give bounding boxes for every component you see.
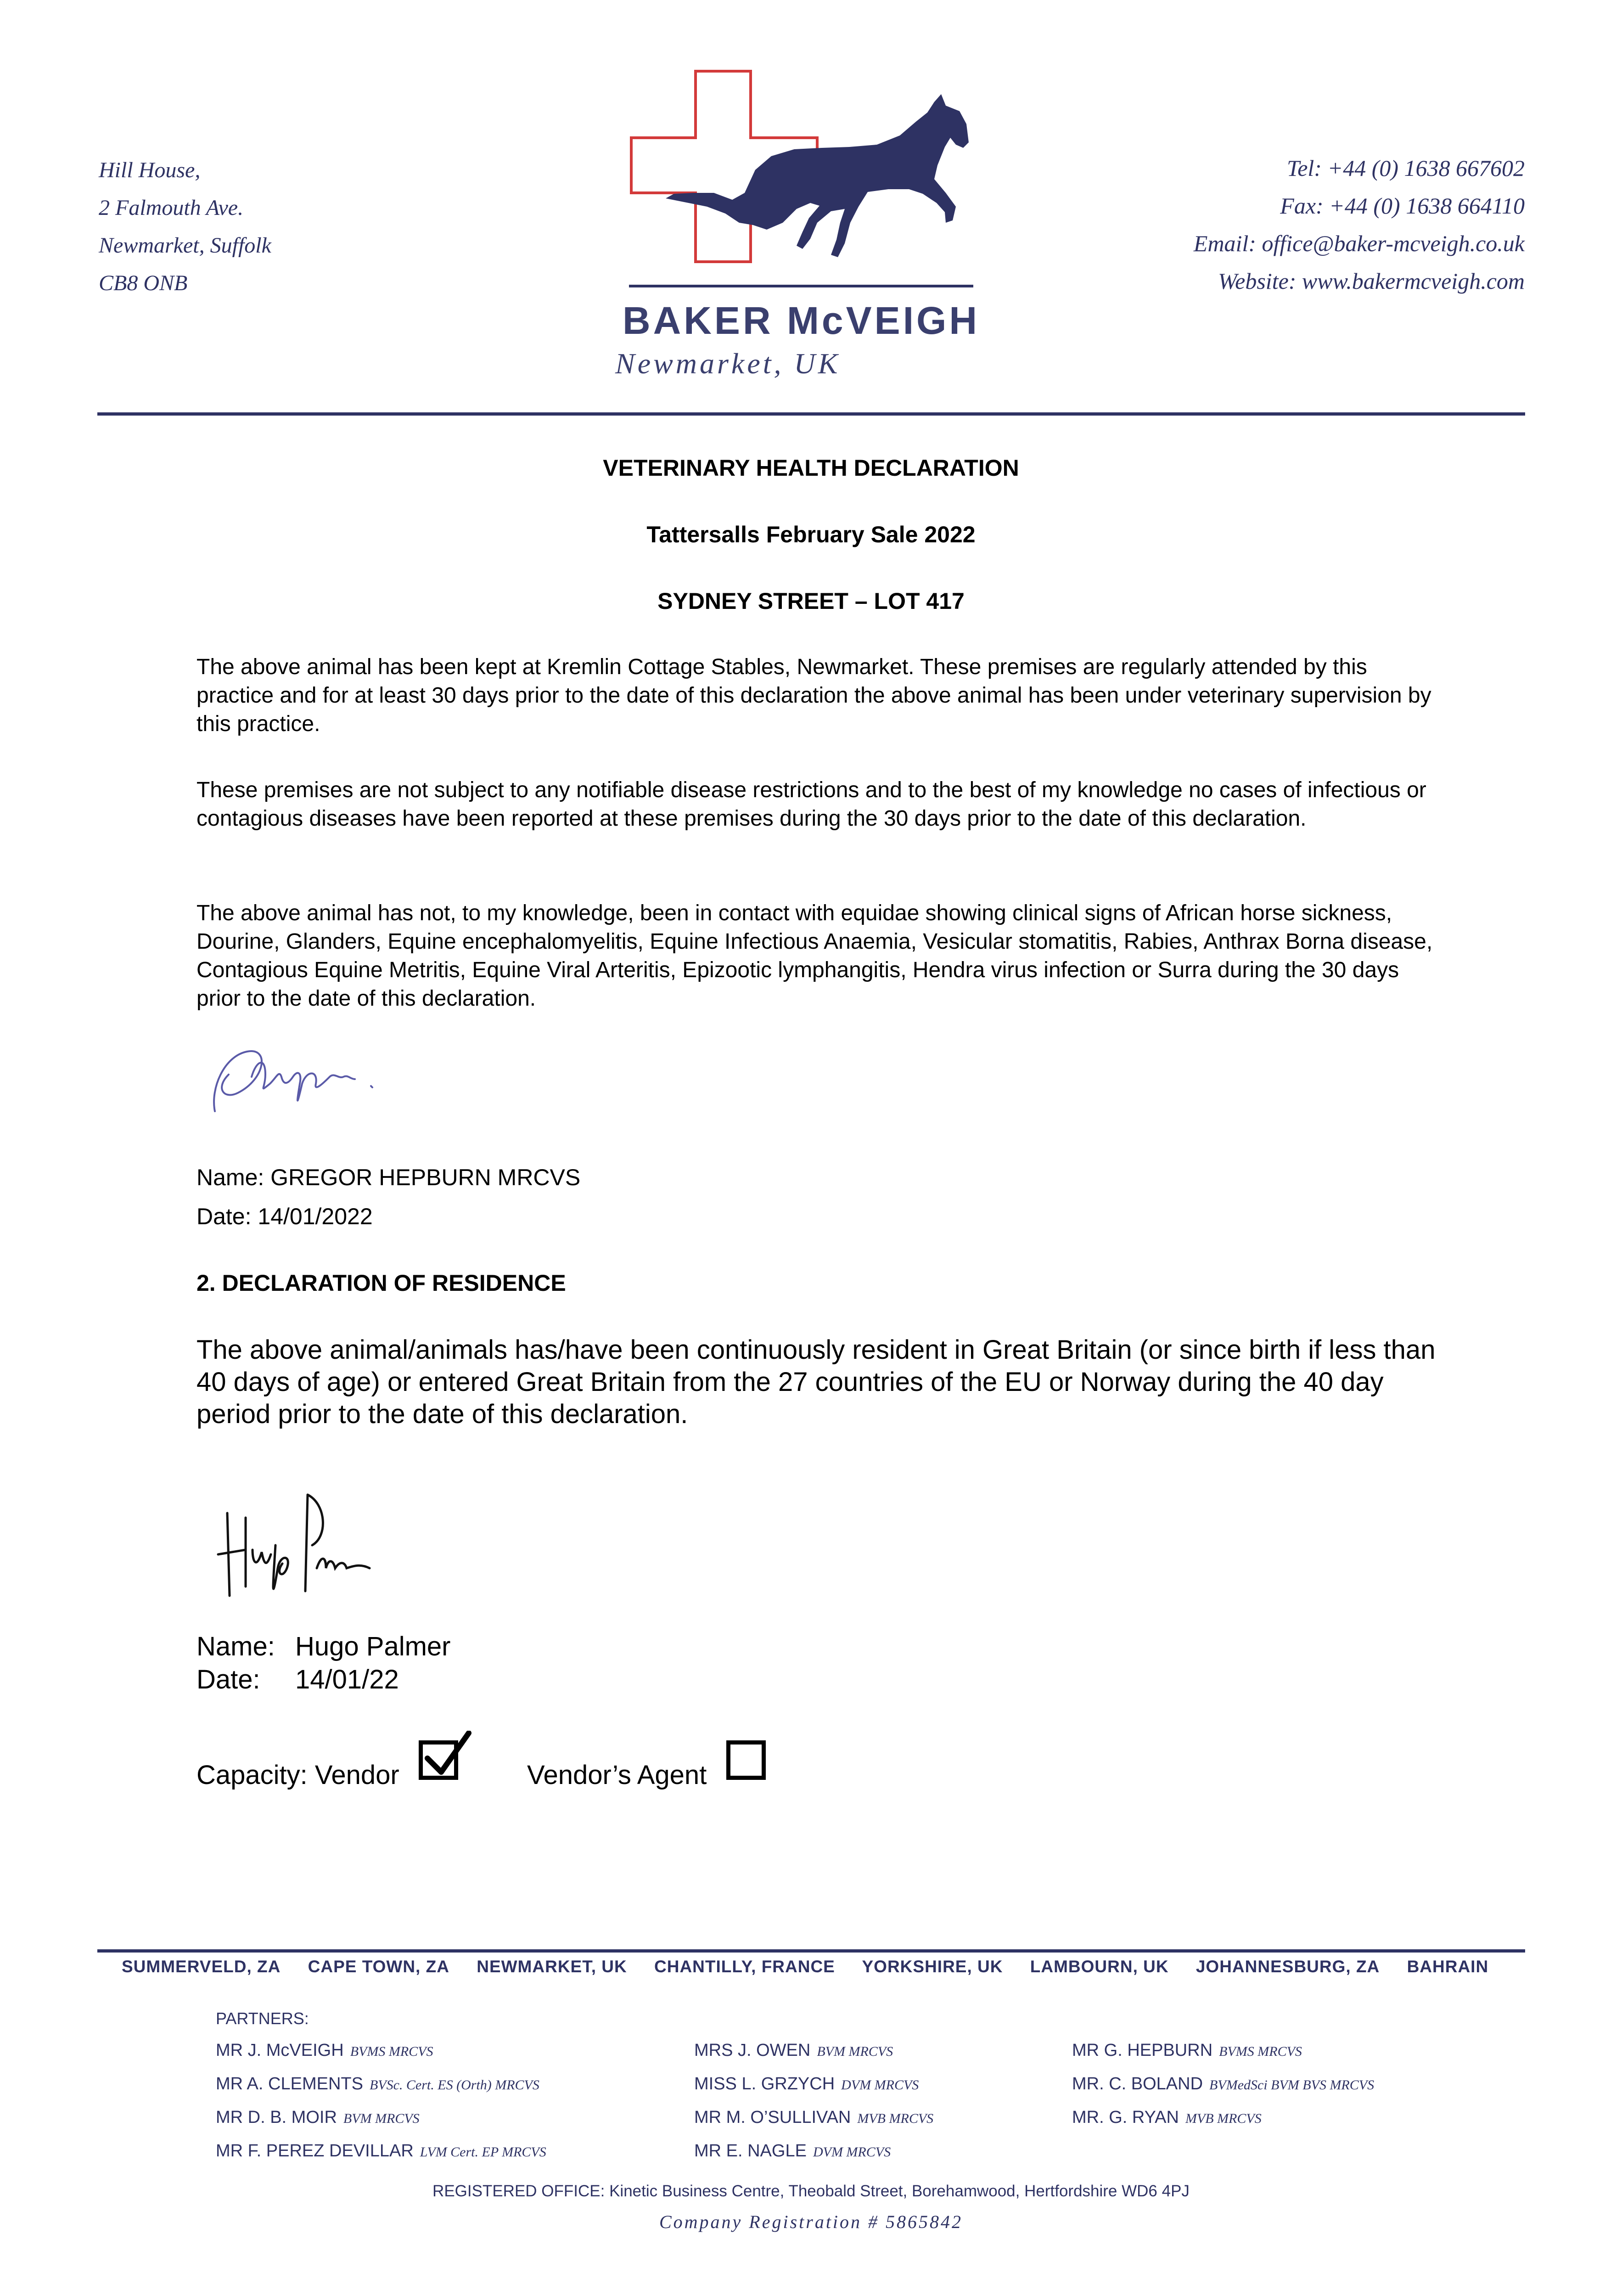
partner-item: MR. C. BOLAND BVMedSci BVM BVS MRCVS — [1072, 2074, 1375, 2093]
location-item: NEWMARKET, UK — [477, 1957, 627, 1976]
residence-text: The above animal/animals has/have been continuously resident in Great Britain (or since birth if less than 40 days of age) or entered Great Britain from the 27 countries of the EU or Norway during the 40 day period prior to the date of this declaration. — [196, 1335, 1436, 1429]
location-item: JOHANNESBURG, ZA — [1195, 1957, 1380, 1976]
residence-heading: 2. DECLARATION OF RESIDENCE — [196, 1270, 566, 1296]
signer-date-label: Date: — [196, 1665, 260, 1694]
paragraph-premises: The above animal has been kept at Kremlin Cottage Stables, Newmarket. These premises are regularly attended by this practice and for at least 30 days prior to the date of this declaration the above animal has been under veterinary supervision by this practice. — [196, 655, 1431, 736]
address-block — [99, 152, 271, 302]
document-title: VETERINARY HEALTH DECLARATION — [603, 455, 1019, 481]
company-registration: Company Registration # 5865842 — [659, 2212, 963, 2232]
address-line: 2 Falmouth Ave. — [99, 196, 244, 220]
address-line: Hill House, — [99, 158, 201, 182]
capacity-vendor-label: Capacity: Vendor — [196, 1760, 399, 1790]
partner-item: MR J. McVEIGH BVMS MRCVS — [216, 2041, 433, 2060]
capacity-agent-label: Vendor’s Agent — [527, 1760, 707, 1790]
vet-date: Date: 14/01/2022 — [196, 1204, 373, 1229]
partner-item: MR. G. RYAN MVB MRCVS — [1072, 2108, 1262, 2127]
office-locations — [122, 1957, 1488, 1976]
vendor-checkbox[interactable] — [419, 1740, 458, 1780]
sale-title: Tattersalls February Sale 2022 — [646, 522, 976, 547]
partner-item: MRS J. OWEN BVM MRCVS — [694, 2041, 893, 2060]
vendor-signature — [202, 1476, 432, 1623]
checkmark-icon — [421, 1731, 476, 1781]
vet-name: Name: GREGOR HEPBURN MRCVS — [196, 1165, 581, 1190]
address-line: CB8 ONB — [99, 271, 188, 295]
agent-checkbox[interactable] — [726, 1740, 766, 1780]
vet-signature — [196, 1033, 408, 1125]
location-item: CAPE TOWN, ZA — [308, 1957, 449, 1976]
partners-column-2 — [694, 2034, 933, 2168]
brand-location: Newmarket, UK — [615, 347, 841, 380]
partner-item: MR M. O’SULLIVAN MVB MRCVS — [694, 2108, 934, 2127]
contact-fax: Fax: +44 (0) 1638 664110 — [1280, 193, 1525, 219]
address-line: Newmarket, Suffolk — [99, 233, 271, 258]
location-item: BAHRAIN — [1407, 1957, 1489, 1976]
partner-item: MISS L. GRZYCH DVM MRCVS — [694, 2074, 919, 2093]
signer-name-label: Name: — [196, 1632, 275, 1661]
signer-date: 14/01/22 — [295, 1665, 399, 1694]
lot-title: SYDNEY STREET – LOT 417 — [657, 588, 965, 614]
contact-email: Email: office@baker-mcveigh.co.uk — [1193, 231, 1525, 256]
partner-item: MR F. PEREZ DEVILLAR LVM Cert. EP MRCVS — [216, 2141, 546, 2161]
contact-website: Website: www.bakermcveigh.com — [1218, 268, 1525, 294]
signer-name: Hugo Palmer — [295, 1632, 451, 1661]
contact-block — [1194, 149, 1525, 300]
signer-block — [196, 1630, 450, 1696]
partners-column-1 — [216, 2034, 546, 2168]
partner-item: MR A. CLEMENTS BVSc. Cert. ES (Orth) MRCVS — [216, 2074, 539, 2093]
location-item: CHANTILLY, FRANCE — [654, 1957, 835, 1976]
paragraph-disease-free: These premises are not subject to any notifiable disease restrictions and to the best of my knowledge no cases of infectious or contagious diseases have been reported at these premises during the 30 days prior to the date of this declaration. — [196, 778, 1426, 831]
logo-underline — [629, 285, 973, 287]
partners-title: PARTNERS: — [216, 2009, 309, 2028]
paragraph-contact: The above animal has not, to my knowledge, been in contact with equidae showing clinical signs of African horse sickness, Dourine, Glanders, Equine encephalomyelitis, Equine Infectious Anaemia, Vesicular stomatitis, Rabies, Anthrax Borna disease, Contagious Equine Metritis, Equine Viral Arteritis, Epizootic lymphangitis, Hendra virus infection or Surra during the 30 days prior to the date of this declaration. — [196, 901, 1433, 1011]
horse-icon — [666, 94, 969, 257]
footer-divider — [97, 1949, 1525, 1953]
registered-office: REGISTERED OFFICE: Kinetic Business Centre, Theobald Street, Borehamwood, Hertfordshire WD6 4PJ — [432, 2182, 1190, 2200]
partner-item: MR G. HEPBURN BVMS MRCVS — [1072, 2041, 1302, 2060]
contact-tel: Tel: +44 (0) 1638 667602 — [1287, 155, 1525, 181]
partners-column-3 — [1072, 2034, 1374, 2135]
location-item: YORKSHIRE, UK — [862, 1957, 1003, 1976]
location-item: SUMMERVELD, ZA — [122, 1957, 281, 1976]
brand-name: BAKER McVEIGH — [622, 299, 980, 342]
location-item: LAMBOURN, UK — [1030, 1957, 1169, 1976]
header-divider — [97, 412, 1525, 416]
partner-item: MR D. B. MOIR BVM MRCVS — [216, 2108, 420, 2127]
partner-item: MR E. NAGLE DVM MRCVS — [694, 2141, 891, 2161]
